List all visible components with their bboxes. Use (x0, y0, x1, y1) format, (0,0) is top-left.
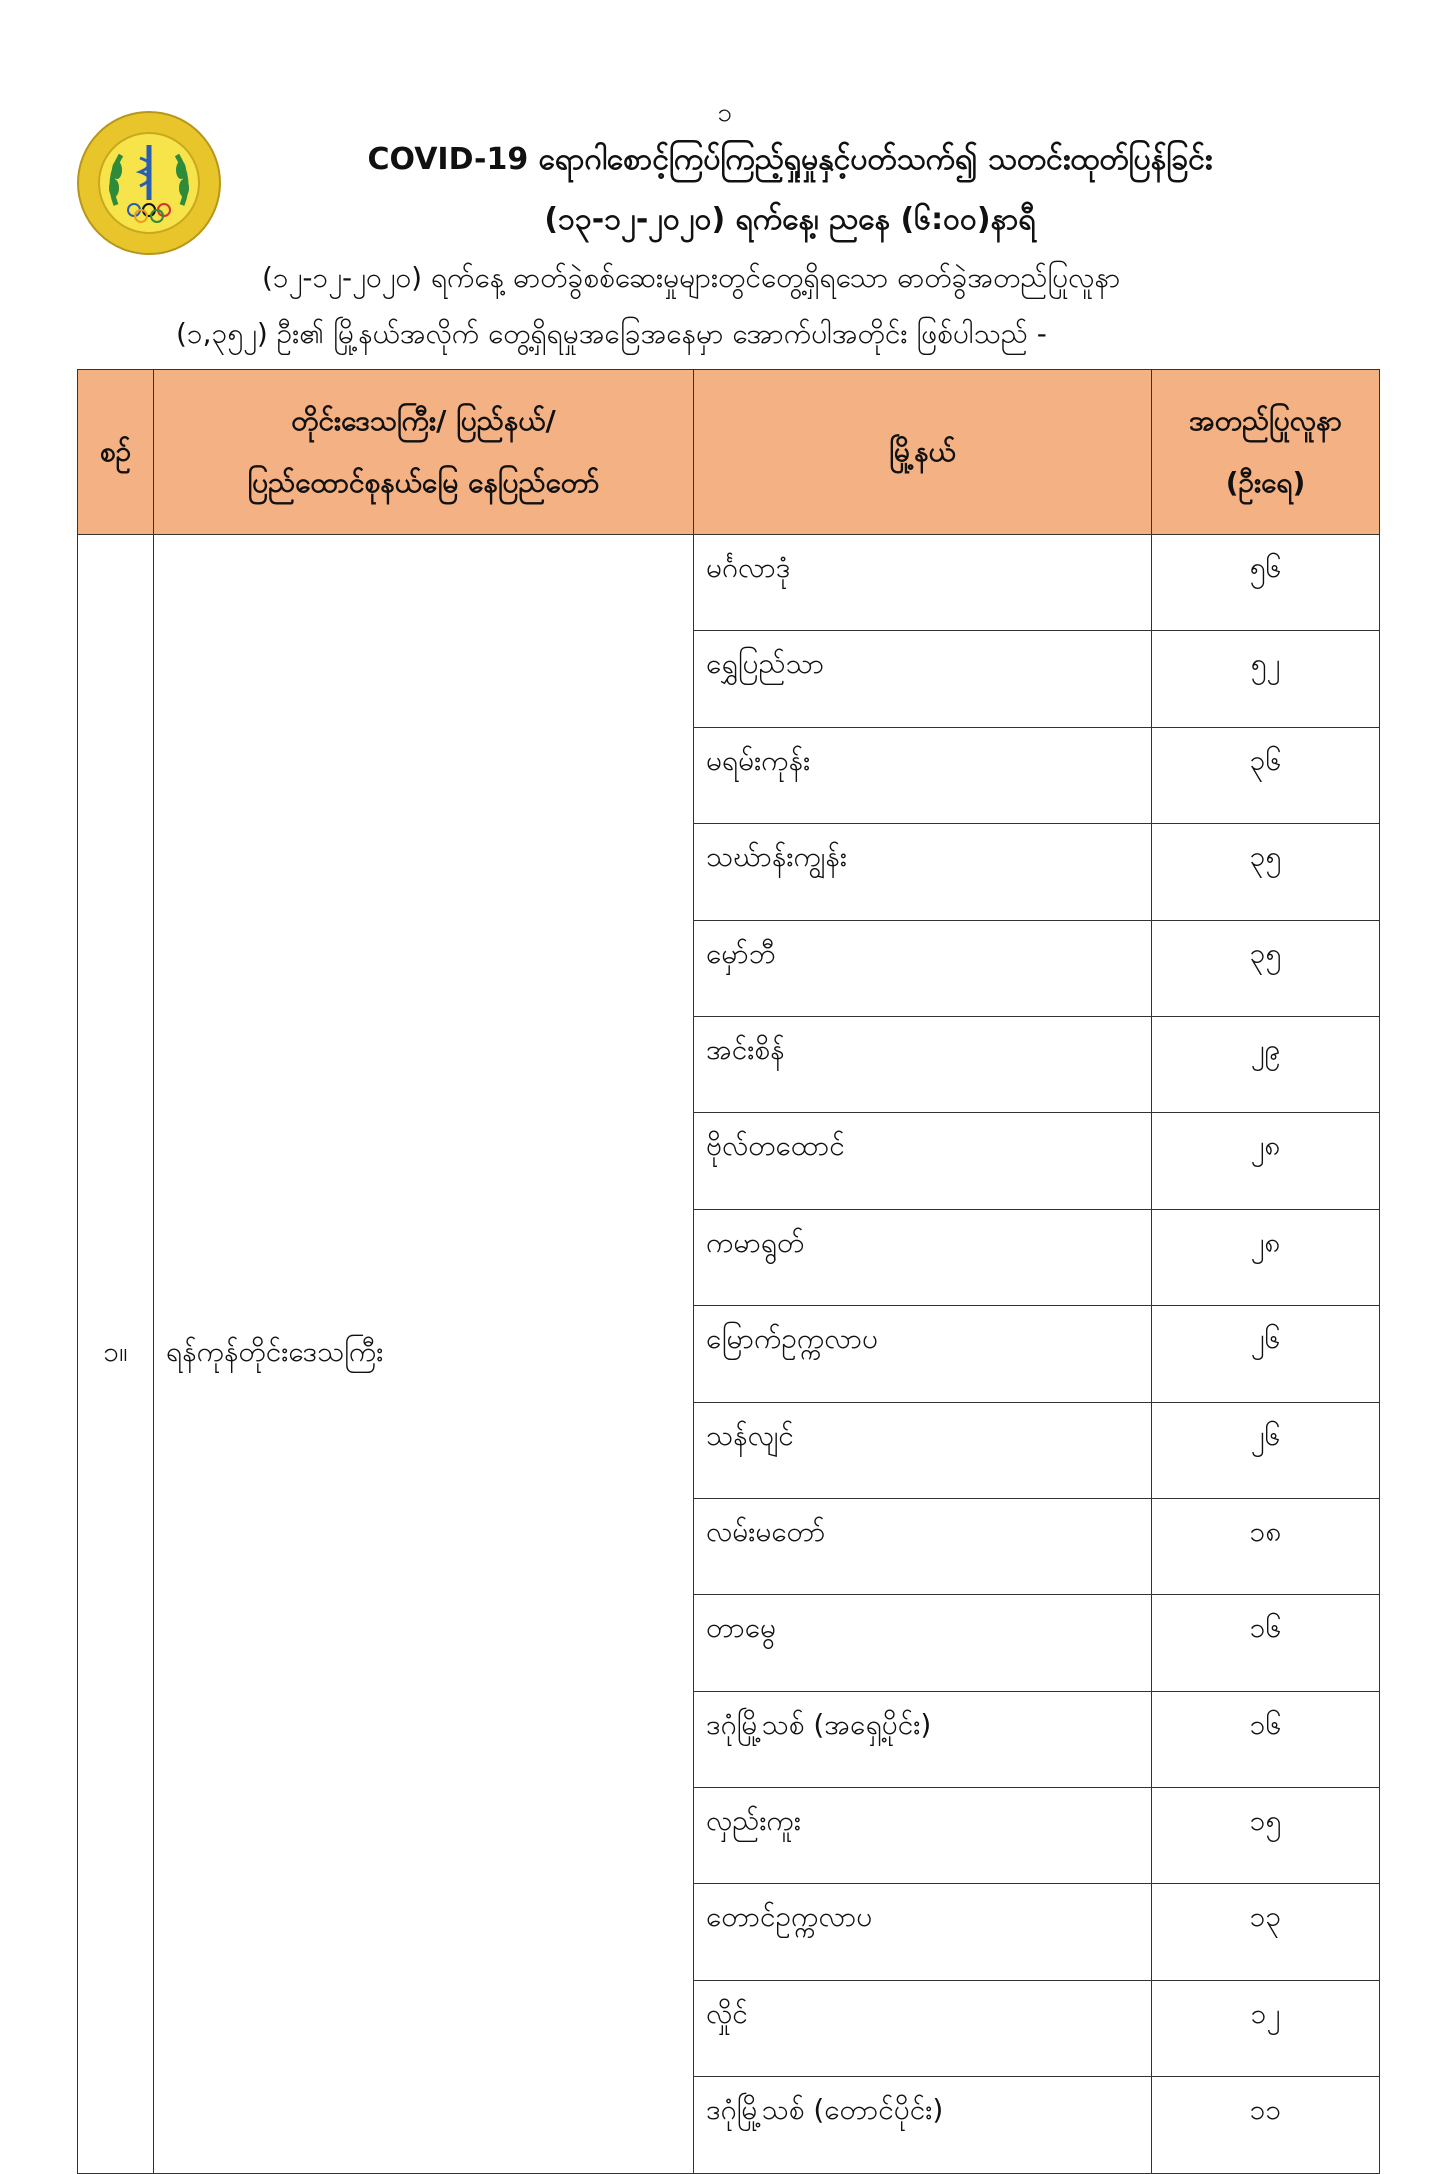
township-cell: တောင်ဥက္ကလာပ (694, 1884, 1152, 1980)
township-cell: မရမ်းကုန်း (694, 727, 1152, 823)
cases-cell: ၂၆ (1152, 1306, 1380, 1402)
header-region-line2: ပြည်ထောင်စုနယ်မြေ နေပြည်တော် (247, 466, 600, 499)
cases-cell: ၁၂ (1152, 1980, 1380, 2076)
township-cell: လှည်းကူး (694, 1788, 1152, 1884)
header-cases-line1: အတည်ပြုလူနာ (1189, 404, 1342, 437)
township-cell: လမ်းမတော် (694, 1498, 1152, 1594)
page-number: ၁ (717, 98, 732, 128)
township-cell: ဒဂုံမြို့သစ် (တောင်ပိုင်း) (694, 2077, 1152, 2173)
header-region (154, 370, 694, 535)
table-header-row (78, 370, 1380, 535)
cases-cell: ၂၆ (1152, 1402, 1380, 1498)
township-cell: ရွှေပြည်သာ (694, 631, 1152, 727)
table-row (78, 535, 1380, 631)
township-cell: မင်္ဂလာဒုံ (694, 535, 1152, 631)
cases-cell: ၃၅ (1152, 920, 1380, 1016)
cases-cell: ၂၉ (1152, 1016, 1380, 1112)
cases-cell: ၃၆ (1152, 727, 1380, 823)
ministry-seal-icon (76, 110, 222, 256)
intro-line-2: (၁,၃၅၂) ဦး၏ မြို့နယ်အလိုက် တွေ့ရှိရမှုအခြေအနေမှာ အောက်ပါအတိုင်း ဖြစ်ပါသည် - (176, 317, 1047, 350)
township-cell: သဃ်ာန်းကျွန်း (694, 824, 1152, 920)
cases-cell: ၁၆ (1152, 1595, 1380, 1691)
header-township: မြို့နယ် (694, 370, 1152, 535)
township-cell: မြောက်ဥက္ကလာပ (694, 1306, 1152, 1402)
serial-cell: ၁။ (78, 535, 154, 2174)
header-cases-line2: (ဦးရေ) (1225, 466, 1306, 499)
township-cell: သန်လျင် (694, 1402, 1152, 1498)
cases-cell: ၅၆ (1152, 535, 1380, 631)
region-cell: ရန်ကုန်တိုင်းဒေသကြီး (154, 535, 694, 2174)
cases-cell: ၁၆ (1152, 1691, 1380, 1787)
township-cell: လှိုင် (694, 1980, 1152, 2076)
cases-table (77, 369, 1380, 2174)
township-cell: မှော်ဘီ (694, 920, 1152, 1016)
township-cell: ဒဂုံမြို့သစ် (အရှေ့ပိုင်း) (694, 1691, 1152, 1787)
township-cell: ဗိုလ်တထောင် (694, 1113, 1152, 1209)
cases-cell: ၂၈ (1152, 1209, 1380, 1305)
header-serial: စဉ် (78, 370, 154, 535)
cases-cell: ၁၅ (1152, 1788, 1380, 1884)
page-title: COVID-19 ရောဂါစောင့်ကြပ်ကြည့်ရှုမှုနှင့်ပတ်သက်၍ သတင်းထုတ်ပြန်ခြင်း (367, 142, 1213, 177)
cases-cell: ၂၈ (1152, 1113, 1380, 1209)
header-region-line1: တိုင်းဒေသကြီး/ ပြည်နယ်/ (291, 404, 556, 437)
cases-cell: ၁၁ (1152, 2077, 1380, 2173)
ministry-logo (76, 110, 222, 256)
header-cases (1152, 370, 1380, 535)
township-cell: တာမွေ (694, 1595, 1152, 1691)
report-datetime: (၁၃-၁၂-၂၀၂၀) ရက်နေ့၊ ညနေ (၆:၀၀)နာရီ (544, 202, 1036, 237)
cases-cell: ၁၈ (1152, 1498, 1380, 1594)
township-cell: ကမာရွတ် (694, 1209, 1152, 1305)
cases-cell: ၁၃ (1152, 1884, 1380, 1980)
cases-cell: ၃၅ (1152, 824, 1380, 920)
cases-cell: ၅၂ (1152, 631, 1380, 727)
township-cell: အင်းစိန် (694, 1016, 1152, 1112)
intro-line-1: (၁၂-၁၂-၂၀၂၀) ရက်နေ့ ဓာတ်ခွဲစစ်ဆေးမှုများတွင်တွေ့ရှိရသော ဓာတ်ခွဲအတည်ပြုလူနာ (262, 261, 1121, 294)
